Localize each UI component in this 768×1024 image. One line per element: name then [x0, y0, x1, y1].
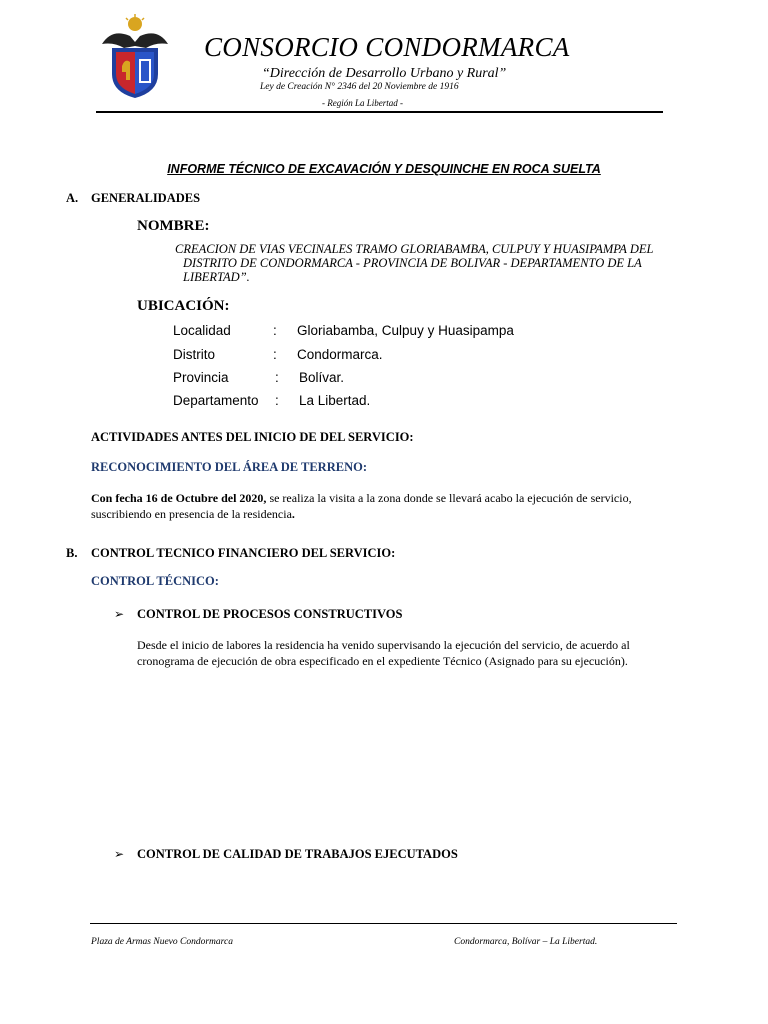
project-line-2: DISTRITO DE CONDORMARCA - PROVINCIA DE BOLIVAR - DEPARTAMENTO DE LA [183, 256, 642, 270]
recon-paragraph [91, 490, 679, 522]
recon-date: Con fecha 16 de Octubre del 2020, [91, 491, 267, 505]
location-key: Provincia [173, 370, 229, 385]
location-key: Departamento [173, 393, 259, 408]
project-line-3: LIBERTAD”. [183, 270, 250, 284]
location-key: Localidad [173, 323, 231, 338]
section-a-letter: A. [66, 191, 79, 205]
report-title: INFORME TÉCNICO DE EXCAVACIÓN Y DESQUINCHE EN ROCA SUELTA [167, 162, 601, 176]
recon-title: RECONOCIMIENTO DEL ÁREA DE TERRENO: [91, 460, 367, 474]
location-value: Condormarca. [297, 347, 383, 362]
item1-line-2: cronograma de ejecución de obra especificado en el expediente Técnico (Asignado para su ejecución). [137, 654, 628, 668]
ubicacion-label: UBICACIÓN: [137, 298, 230, 314]
location-value: Bolívar. [299, 370, 345, 385]
project-line-1: CREACION DE VIAS VECINALES TRAMO GLORIABAMBA, CULPUY Y HUASIPAMPA DEL [175, 242, 654, 256]
footer-divider [90, 923, 677, 924]
region-line: - Región La Libertad - [322, 98, 403, 108]
arrow-bullet-icon: ➢ [114, 607, 125, 621]
item1-title: CONTROL DE PROCESOS CONSTRUCTIVOS [137, 607, 403, 621]
condor-coat-of-arms-icon [100, 14, 170, 100]
nombre-label: NOMBRE: [137, 218, 210, 234]
activities-title: ACTIVIDADES ANTES DEL INICIO DE DEL SERVICIO: [91, 430, 414, 444]
project-name [175, 242, 675, 284]
location-colon: : [275, 393, 279, 408]
location-colon: : [275, 370, 279, 385]
organization-subtitle: “Dirección de Desarrollo Urbano y Rural” [262, 66, 507, 81]
item1-paragraph [137, 637, 682, 669]
organization-title: CONSORCIO CONDORMARCA [204, 32, 570, 62]
arrow-bullet-icon: ➢ [114, 847, 125, 861]
footer-left: Plaza de Armas Nuevo Condormarca [91, 937, 233, 947]
item2-title: CONTROL DE CALIDAD DE TRABAJOS EJECUTADOS [137, 847, 458, 861]
section-b-letter: B. [66, 546, 78, 560]
header-divider [96, 111, 663, 113]
location-key: Distrito [173, 347, 216, 362]
recon-line2: suscribiendo en presencia de la residencia [91, 507, 292, 521]
location-colon: : [273, 323, 277, 338]
footer-right: Condormarca, Bolívar – La Libertad. [454, 937, 598, 947]
recon-text: se realiza la visita a la zona donde se llevará acabo la ejecución de servicio, [266, 491, 632, 505]
item1-line-1: Desde el inicio de labores la residencia ha venido supervisando la ejecución del servicio, de acuerdo al [137, 638, 630, 652]
recon-end: . [291, 507, 295, 521]
creation-law: Ley de Creación N° 2346 del 20 Noviembre de 1916 [260, 82, 459, 92]
location-colon: : [273, 347, 277, 362]
location-value: La Libertad. [299, 393, 371, 408]
location-value: Gloriabamba, Culpuy y Huasipampa [297, 323, 514, 338]
control-tecnico-title: CONTROL TÉCNICO: [91, 574, 219, 588]
section-a-title: GENERALIDADES [91, 191, 201, 205]
section-b-title: CONTROL TECNICO FINANCIERO DEL SERVICIO: [91, 546, 396, 560]
